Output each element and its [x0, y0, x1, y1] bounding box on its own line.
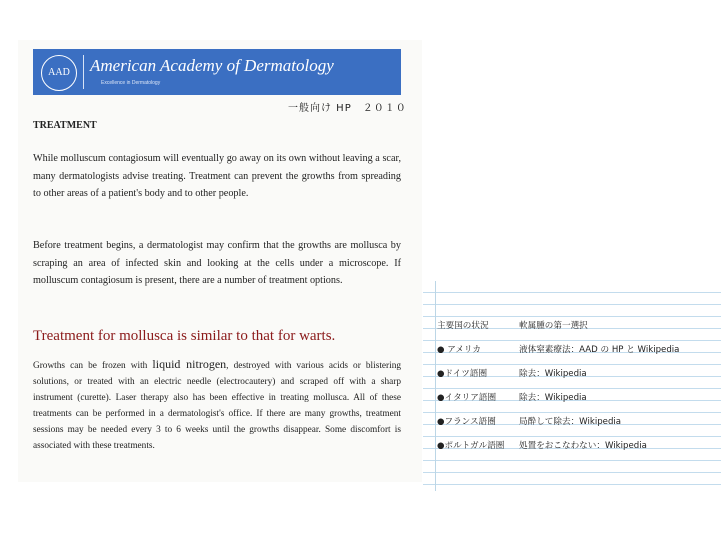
row-country-label: ●ドイツ語圏 [437, 369, 488, 379]
liquid-nitrogen-emphasis: liquid nitrogen [152, 357, 227, 371]
paragraph-3-rest: , destroyed with various acids or blistering solutions, or treated with an electric needle (electrocautery) and scraped off with a sharp instrument (curette). Laser therapy also has been effective in treating mollusca. All of these treatments can be performed in a dermatologist's office. If there are many growths, treatment sessions may be needed every 3 to 6 weeks until the growths disappear. Some discomfort is associated with these treatments. [33, 361, 402, 452]
row-country-label: 主要国の状況 [437, 321, 489, 331]
japanese-source-note: 一般向け HP ２０１０ [288, 103, 407, 114]
row-country-label: ● アメリカ [437, 345, 482, 355]
row-treatment-label: 除去：Wikipedia [519, 393, 587, 403]
treatment-subheading: Treatment for mollusca is similar to that for warts. [33, 328, 336, 344]
row-country-label: ●フランス語圏 [437, 417, 496, 427]
row-country-label: ●ポルトガル語圏 [437, 441, 505, 451]
row-treatment-label: 局酔して除去：Wikipedia [519, 417, 622, 427]
row-treatment-label: 除去：Wikipedia [519, 369, 587, 379]
paragraph-3 [33, 356, 401, 455]
aad-header-banner [33, 49, 401, 95]
row-treatment-label: 液体窒素療法：AAD の HP と Wikipedia [519, 345, 680, 355]
row-treatment-label: 軟属腫の第一選択 [519, 321, 588, 331]
section-heading: TREATMENT [33, 120, 97, 131]
org-tagline: Excellence in Dermatology [101, 80, 161, 86]
scanned-document-page [18, 40, 422, 482]
row-treatment-label: 処置をおこなわない：Wikipedia [519, 441, 647, 451]
org-name: American Academy of Dermatology [90, 56, 334, 75]
aad-logo: AAD [41, 55, 77, 91]
paragraph-1: While molluscum contagiosum will eventually go away on its own without leaving a scar, many dermatologists advise treating. Treatment can prevent the growths from spreading to other areas of a patient's body and to other people. [33, 153, 401, 200]
paragraph-3-start: Growths can be frozen with [33, 361, 153, 371]
logo-divider [83, 55, 84, 89]
notebook-card [423, 281, 721, 491]
row-country-label: ●イタリア語圏 [437, 393, 497, 403]
paragraph-2: Before treatment begins, a dermatologist may confirm that the growths are mollusca by scraping an area of infected skin and looking at the cells under a microscope. If molluscum contagiosum is present, there are a number of treatment options. [33, 240, 401, 287]
